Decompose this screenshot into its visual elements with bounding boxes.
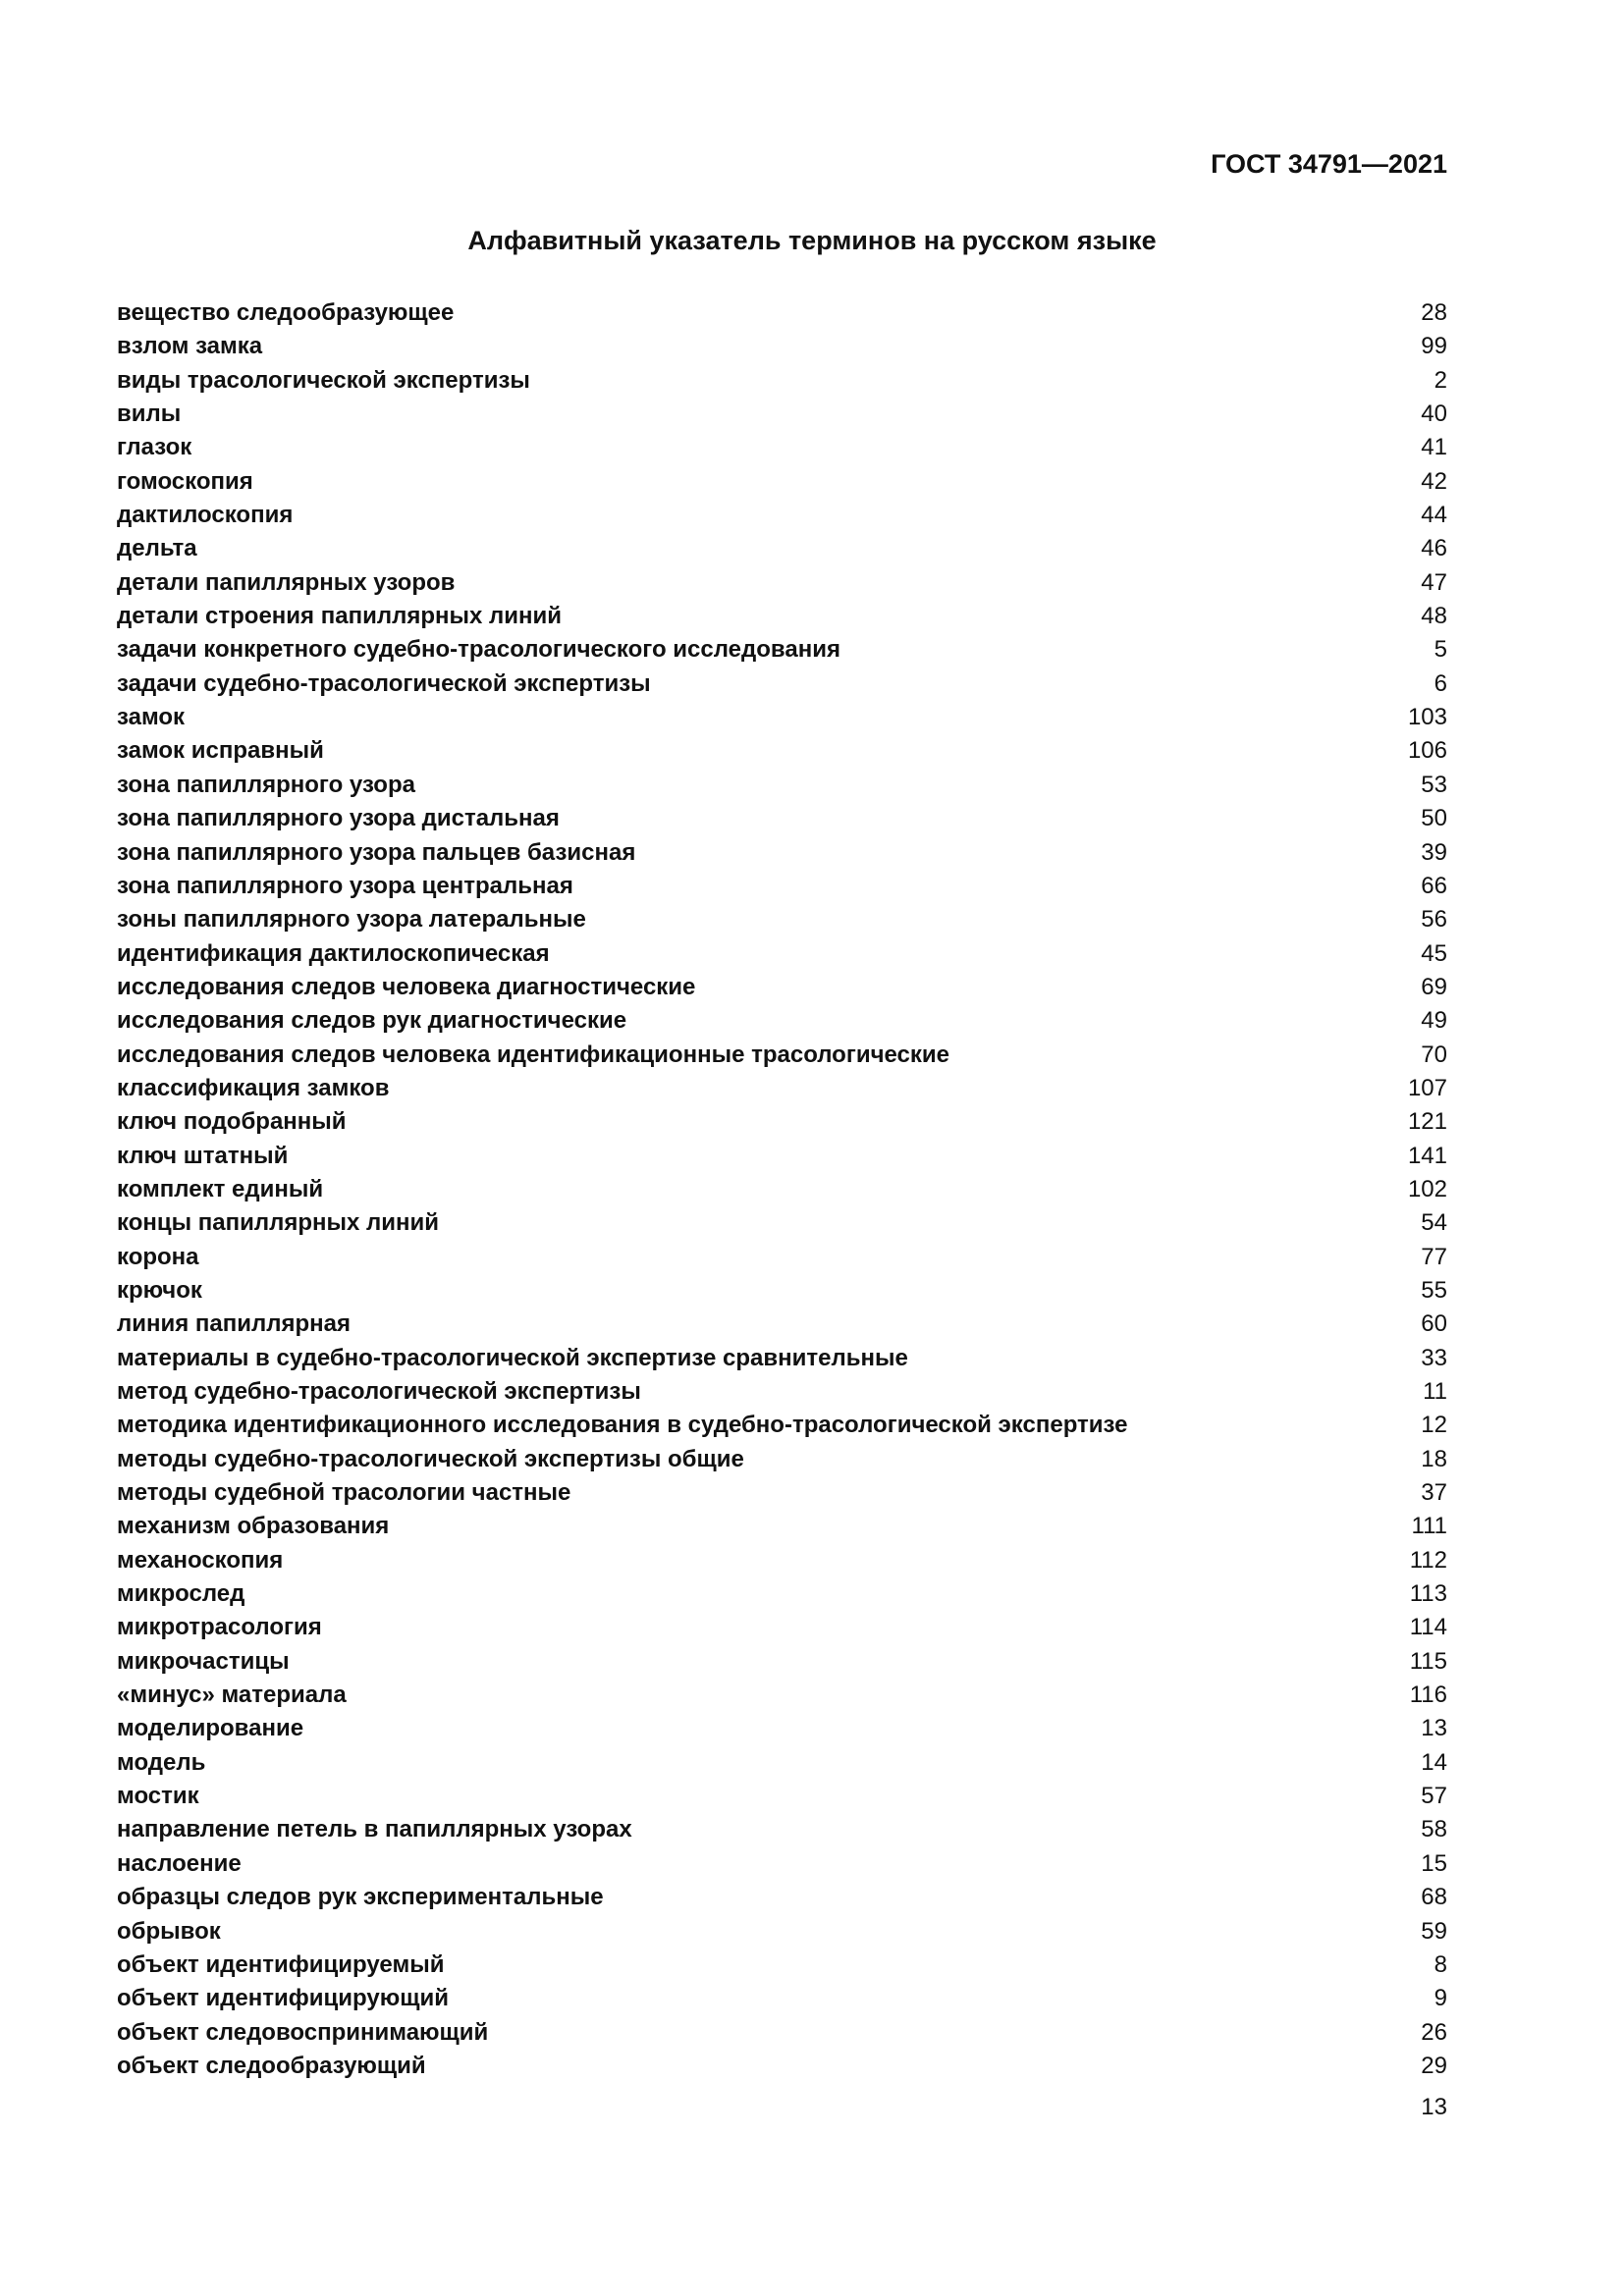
index-term: виды трасологической экспертизы: [117, 366, 530, 394]
index-term: обрывок: [117, 1917, 221, 1945]
index-term-number: 77: [1421, 1243, 1447, 1270]
index-entry: [117, 398, 1447, 431]
index-term: вилы: [117, 400, 182, 428]
index-entry: [117, 330, 1447, 363]
index-term-number: 116: [1409, 1682, 1447, 1709]
index-term: концы папиллярных линий: [117, 1209, 440, 1237]
index-term-number: 113: [1409, 1580, 1447, 1608]
index-entry: [117, 1443, 1447, 1476]
index-term: микротрасология: [117, 1614, 322, 1641]
index-term: дельта: [117, 535, 197, 562]
index-term: объект идентифицируемый: [117, 1950, 445, 1978]
index-term: взлом замка: [117, 333, 263, 360]
index-entry: [117, 1881, 1447, 1914]
index-entry: [117, 1105, 1447, 1139]
term-index-list: [117, 296, 1447, 2083]
index-term-number: 14: [1421, 1748, 1447, 1776]
index-term: ключ штатный: [117, 1142, 289, 1169]
index-term: зона папиллярного узора центральная: [117, 872, 573, 899]
index-term-number: 69: [1421, 973, 1447, 1000]
index-entry: [117, 2050, 1447, 2083]
index-term-number: 5: [1434, 636, 1447, 664]
index-term-number: 40: [1421, 400, 1447, 428]
index-term-number: 114: [1409, 1614, 1447, 1641]
index-term-number: 2: [1434, 366, 1447, 394]
index-entry: [117, 364, 1447, 398]
index-entry: [117, 667, 1447, 701]
index-term-number: 106: [1407, 737, 1447, 765]
index-entry: [117, 1577, 1447, 1611]
index-term-number: 66: [1421, 872, 1447, 899]
index-term-number: 41: [1421, 434, 1447, 461]
index-term: линия папиллярная: [117, 1310, 352, 1338]
index-entry: [117, 1982, 1447, 2015]
index-term: методика идентификационного исследования в судебно-трасологической экспертизе: [117, 1412, 1128, 1439]
index-term-number: 55: [1421, 1276, 1447, 1304]
index-term: материалы в судебно-трасологической экспертизе сравнительные: [117, 1344, 908, 1371]
index-entry: [117, 1342, 1447, 1375]
index-term: замок: [117, 704, 186, 731]
index-entry: [117, 971, 1447, 1004]
index-entry: [117, 532, 1447, 565]
index-entry: [117, 1679, 1447, 1712]
index-term: микрослед: [117, 1580, 245, 1608]
index-term: зона папиллярного узора дистальная: [117, 805, 560, 832]
index-term-number: 112: [1409, 1546, 1447, 1574]
index-term: механизм образования: [117, 1513, 390, 1540]
index-term-number: 60: [1421, 1310, 1447, 1338]
index-term: исследования следов человека идентификационные трасологические: [117, 1041, 950, 1068]
index-term: мостик: [117, 1783, 199, 1810]
index-term-number: 47: [1421, 568, 1447, 596]
index-entry: [117, 1004, 1447, 1038]
index-entry: [117, 769, 1447, 802]
index-term-number: 49: [1421, 1007, 1447, 1035]
index-entry: [117, 802, 1447, 835]
index-term: методы судебной трасологии частные: [117, 1479, 571, 1507]
index-term-number: 28: [1421, 299, 1447, 326]
index-term: объект идентифицирующий: [117, 1985, 449, 2012]
index-term-number: 103: [1407, 704, 1447, 731]
index-term: метод судебно-трасологической экспертизы: [117, 1378, 641, 1405]
index-term-number: 11: [1423, 1378, 1447, 1405]
index-term-number: 44: [1421, 502, 1447, 529]
index-term-number: 141: [1407, 1142, 1447, 1169]
index-term-number: 48: [1421, 603, 1447, 630]
index-entry: [117, 1476, 1447, 1510]
index-term-number: 54: [1421, 1209, 1447, 1237]
document-code: ГОСТ 34791—2021: [1211, 149, 1447, 179]
index-term-number: 59: [1421, 1917, 1447, 1945]
index-entry: [117, 701, 1447, 734]
index-term: гомоскопия: [117, 467, 253, 495]
index-term-number: 53: [1421, 771, 1447, 798]
index-term: ключ подобранный: [117, 1108, 347, 1136]
index-entry: [117, 600, 1447, 633]
index-term: микрочастицы: [117, 1647, 290, 1675]
index-entry: [117, 1611, 1447, 1644]
index-term: исследования следов человека диагностические: [117, 973, 696, 1000]
index-term: зоны папиллярного узора латеральные: [117, 906, 586, 934]
index-term: направление петель в папиллярных узорах: [117, 1816, 632, 1843]
index-entry: [117, 1949, 1447, 1982]
index-entry: [117, 903, 1447, 936]
index-term: объект следообразующий: [117, 2052, 426, 2079]
index-term: детали папиллярных узоров: [117, 568, 456, 596]
index-entry: [117, 1039, 1447, 1072]
index-term-number: 8: [1434, 1950, 1447, 1978]
index-term: методы судебно-трасологической экспертизы общие: [117, 1445, 744, 1472]
index-entry: [117, 1206, 1447, 1240]
index-term-number: 70: [1421, 1041, 1447, 1068]
index-entry: [117, 1915, 1447, 1949]
index-entry: [117, 937, 1447, 971]
index-term: исследования следов рук диагностические: [117, 1007, 627, 1035]
index-entry: [117, 1072, 1447, 1105]
index-term: замок исправный: [117, 737, 324, 765]
index-entry: [117, 296, 1447, 330]
index-term: крючок: [117, 1276, 202, 1304]
index-term-number: 102: [1407, 1175, 1447, 1202]
index-term: идентификация дактилоскопическая: [117, 939, 550, 967]
index-term-number: 50: [1421, 805, 1447, 832]
index-term-number: 42: [1421, 467, 1447, 495]
index-term-number: 29: [1421, 2052, 1447, 2079]
index-term: «минус» материала: [117, 1682, 347, 1709]
index-entry: [117, 1780, 1447, 1813]
index-entry: [117, 1746, 1447, 1780]
index-entry: [117, 1645, 1447, 1679]
index-term: объект следовоспринимающий: [117, 2018, 489, 2046]
index-term-number: 57: [1421, 1783, 1447, 1810]
index-term-number: 58: [1421, 1816, 1447, 1843]
index-term: дактилоскопия: [117, 502, 294, 529]
index-term: механоскопия: [117, 1546, 284, 1574]
page-title: Алфавитный указатель терминов на русском языке: [467, 226, 1157, 255]
index-term-number: 115: [1409, 1647, 1447, 1675]
index-term: наслоение: [117, 1849, 242, 1877]
index-entry: [117, 1409, 1447, 1442]
index-term: классификация замков: [117, 1074, 390, 1101]
index-entry: [117, 836, 1447, 870]
index-term-number: 13: [1421, 1715, 1447, 1742]
index-entry: [117, 499, 1447, 532]
index-entry: [117, 1241, 1447, 1274]
index-term-number: 33: [1421, 1344, 1447, 1371]
index-entry: [117, 1375, 1447, 1409]
index-term-number: 45: [1421, 939, 1447, 967]
index-entry: [117, 1813, 1447, 1846]
index-term-number: 12: [1421, 1412, 1447, 1439]
index-entry: [117, 1274, 1447, 1308]
index-term-number: 121: [1407, 1108, 1447, 1136]
index-term: вещество следообразующее: [117, 299, 455, 326]
index-term-number: 68: [1421, 1884, 1447, 1911]
index-term: глазок: [117, 434, 192, 461]
index-term-number: 15: [1421, 1849, 1447, 1877]
index-term: задачи конкретного судебно-трасологического исследования: [117, 636, 840, 664]
index-entry: [117, 1847, 1447, 1881]
index-entry: [117, 431, 1447, 464]
index-term-number: 18: [1421, 1445, 1447, 1472]
index-entry: [117, 1544, 1447, 1577]
index-term-number: 46: [1421, 535, 1447, 562]
index-entry: [117, 566, 1447, 600]
index-term-number: 107: [1407, 1074, 1447, 1101]
index-term: моделирование: [117, 1715, 304, 1742]
index-entry: [117, 465, 1447, 499]
index-term: детали строения папиллярных линий: [117, 603, 562, 630]
index-entry: [117, 734, 1447, 768]
index-term-number: 37: [1421, 1479, 1447, 1507]
index-term: задачи судебно-трасологической экспертизы: [117, 669, 651, 697]
index-entry: [117, 870, 1447, 903]
index-entry: [117, 1308, 1447, 1341]
index-entry: [117, 2016, 1447, 2050]
index-term-number: 6: [1434, 669, 1447, 697]
index-term-number: 39: [1421, 838, 1447, 866]
index-entry: [117, 633, 1447, 667]
page-number: 13: [1421, 2094, 1447, 2120]
index-entry: [117, 1712, 1447, 1745]
index-term: зона папиллярного узора пальцев базисная: [117, 838, 636, 866]
index-term-number: 9: [1434, 1985, 1447, 2012]
index-term: модель: [117, 1748, 206, 1776]
index-entry: [117, 1140, 1447, 1173]
index-entry: [117, 1510, 1447, 1543]
index-term: зона папиллярного узора: [117, 771, 415, 798]
index-term-number: 111: [1411, 1513, 1447, 1540]
index-term: комплект единый: [117, 1175, 324, 1202]
index-term-number: 56: [1421, 906, 1447, 934]
index-entry: [117, 1173, 1447, 1206]
index-term: корона: [117, 1243, 199, 1270]
index-term-number: 99: [1421, 333, 1447, 360]
index-term-number: 26: [1421, 2018, 1447, 2046]
index-term: образцы следов рук экспериментальные: [117, 1884, 604, 1911]
